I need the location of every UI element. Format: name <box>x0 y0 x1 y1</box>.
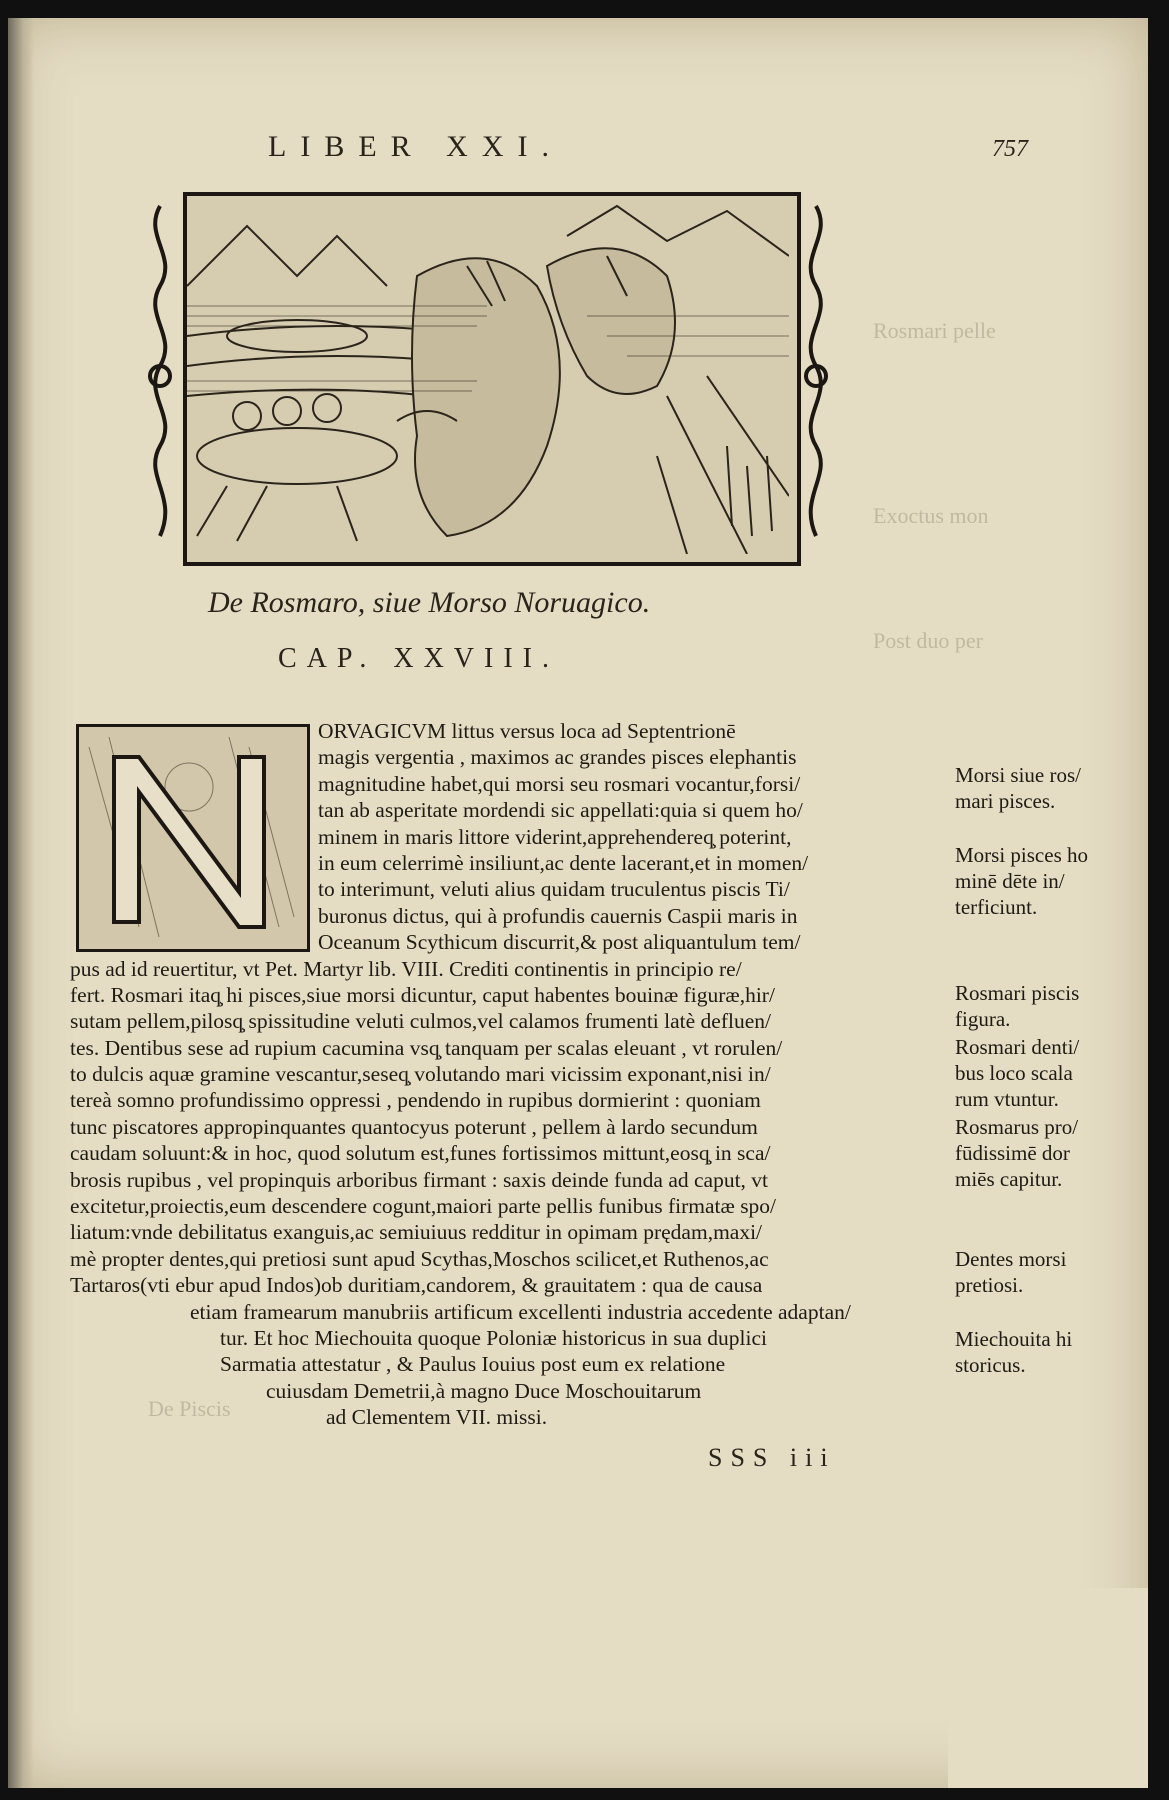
margin-note <box>955 980 1079 1032</box>
page-header <box>158 130 1028 170</box>
margin-note-line: bus loco scala <box>955 1061 1073 1085</box>
text-line: cuiusdam Demetrii,à magno Duce Moschouitarum <box>266 1378 702 1403</box>
margin-note-line: storicus. <box>955 1353 1026 1377</box>
margin-note <box>955 1034 1079 1112</box>
text-line: fert. Rosmari itaq̧ hi pisces,siue morsi dicuntur, caput habentes bouinæ figuræ,hir/ <box>70 982 775 1007</box>
text-line: magnitudine habet,qui morsi seu rosmari vocantur,forsi/ <box>318 771 801 796</box>
margin-note <box>955 1326 1072 1378</box>
page-number: 757 <box>992 136 1028 162</box>
margin-note-line: Rosmari denti/ <box>955 1035 1080 1059</box>
text-line: etiam framearum manubriis artificum excellenti industria accedente adaptan/ <box>190 1299 851 1324</box>
margin-note-line: minē dēte in/ <box>955 869 1065 893</box>
show-through-text: De Piscis <box>148 1396 231 1421</box>
text-line: tes. Dentibus sese ad rupium cacumina vsq̧ tanquam per scalas eleuant , vt rorulen/ <box>70 1035 783 1060</box>
text-line: caudam soluunt:& in hoc, quod solutum est,funes fortissimos mittunt,eosq̧ in sca/ <box>70 1141 771 1166</box>
margin-note-line: Rosmari piscis <box>955 981 1080 1005</box>
margin-note <box>955 842 1088 920</box>
woodcut-illustration <box>138 186 838 566</box>
text-line: excitetur,proiectis,eum descendere cogunt,maiori parte pellis funibus firmatæ spo/ <box>70 1194 777 1219</box>
margin-note-line: pretiosi. <box>955 1273 1024 1297</box>
signature-mark: SSS iii <box>708 1443 836 1472</box>
text-line: pus ad id reuertitur, vt Pet. Martyr lib. VIII. Crediti continentis in principio re/ <box>70 956 742 981</box>
text-line: tereà somno profundissimo oppressi , pendendo in rupibus dormierint : quoniam <box>70 1088 761 1113</box>
text-line: to dulcis aquæ gramine vescantur,seseq̧ volutando mari vicissim exponant,nisi in/ <box>70 1062 771 1087</box>
margin-note-line: Rosmarus pro/ <box>955 1115 1079 1139</box>
margin-note-line: Miechouita hi <box>955 1327 1073 1351</box>
margin-note-line: mari pisces. <box>955 789 1056 813</box>
walrus-scene-image <box>187 196 789 554</box>
body-text <box>70 718 1088 1431</box>
show-through-text: Post duo per <box>873 628 983 653</box>
text-line: liatum:vnde debilitatus exanguis,ac semiuiuus redditur in opimam prędam,maxi/ <box>70 1220 763 1245</box>
color-calibration-chip <box>948 1588 1148 1788</box>
running-title: LIBER XXI. <box>268 130 563 163</box>
text-line: ORVAGICVM littus versus loca ad Septentrionē <box>318 719 736 743</box>
text-line: tunc piscatores appropinquantes quantocyus poterunt , pellem à lardo secundum <box>70 1114 758 1139</box>
show-through-text: Rosmari pelle <box>873 318 996 343</box>
text-line: Tartaros(vti ebur apud Indos)ob duritiam,candorem, & grauitatem : qua de causa <box>70 1273 763 1298</box>
text-line: mè propter dentes,qui pretiosi sunt apud Scythas,Moschos scilicet,et Ruthenos,ac <box>70 1246 769 1271</box>
margin-note-line: Morsi siue ros/ <box>955 763 1081 787</box>
text-line: minem in maris littore viderint,apprehendereq̧ poterint, <box>318 824 792 849</box>
book-page <box>8 18 1148 1788</box>
margin-note-line: Dentes morsi <box>955 1247 1067 1271</box>
margin-note-line: terficiunt. <box>955 895 1038 919</box>
margin-note <box>955 762 1081 814</box>
text-line: tan ab asperitate mordendi sic appellati:quia si quem ho/ <box>318 798 803 823</box>
margin-note <box>955 1246 1066 1298</box>
margin-note-line: fūdissimē dor <box>955 1141 1070 1165</box>
margin-note-line: rum vtuntur. <box>955 1087 1059 1111</box>
show-through-text: Exoctus mon <box>873 503 989 528</box>
margin-note-line: figura. <box>955 1007 1011 1031</box>
text-line: Sarmatia attestatur , & Paulus Iouius post eum ex relatione <box>220 1352 726 1377</box>
text-line: to interimunt, veluti alius quidam truculentus piscis Ti/ <box>318 877 790 902</box>
text-line: sutam pellem,pilosq̧ spissitudine veluti culmos,vel calamos frumenti latè defluen/ <box>70 1009 771 1034</box>
text-line: tur. Et hoc Miechouita quoque Poloniæ historicus in sua duplici <box>220 1325 768 1350</box>
margin-note-line: Morsi pisces ho <box>955 843 1088 867</box>
chapter-number: CAP. XXVIII. <box>278 643 559 674</box>
text-line: Oceanum Scythicum discurrit,& post aliquantulum tem/ <box>318 930 801 955</box>
woodcut-scene <box>183 192 801 566</box>
margin-note <box>955 1114 1078 1192</box>
chapter-heading: De Rosmaro, siue Morso Noruagico. <box>208 586 651 619</box>
text-line: brosis rupibus , vel propinquis arboribus firmant : saxis deinde funda ad caput, vt <box>70 1167 769 1192</box>
text-line: buronus dictus, qui à profundis cauernis Caspii maris in <box>318 903 798 928</box>
text-line: in eum celerrimè insiliunt,ac dente lacerant,et in momen/ <box>318 850 809 875</box>
text-line: ad Clementem VII. missi. <box>326 1405 548 1430</box>
margin-note-line: miēs capitur. <box>955 1167 1063 1191</box>
text-line: magis vergentia , maximos ac grandes pisces elephantis <box>318 745 797 770</box>
